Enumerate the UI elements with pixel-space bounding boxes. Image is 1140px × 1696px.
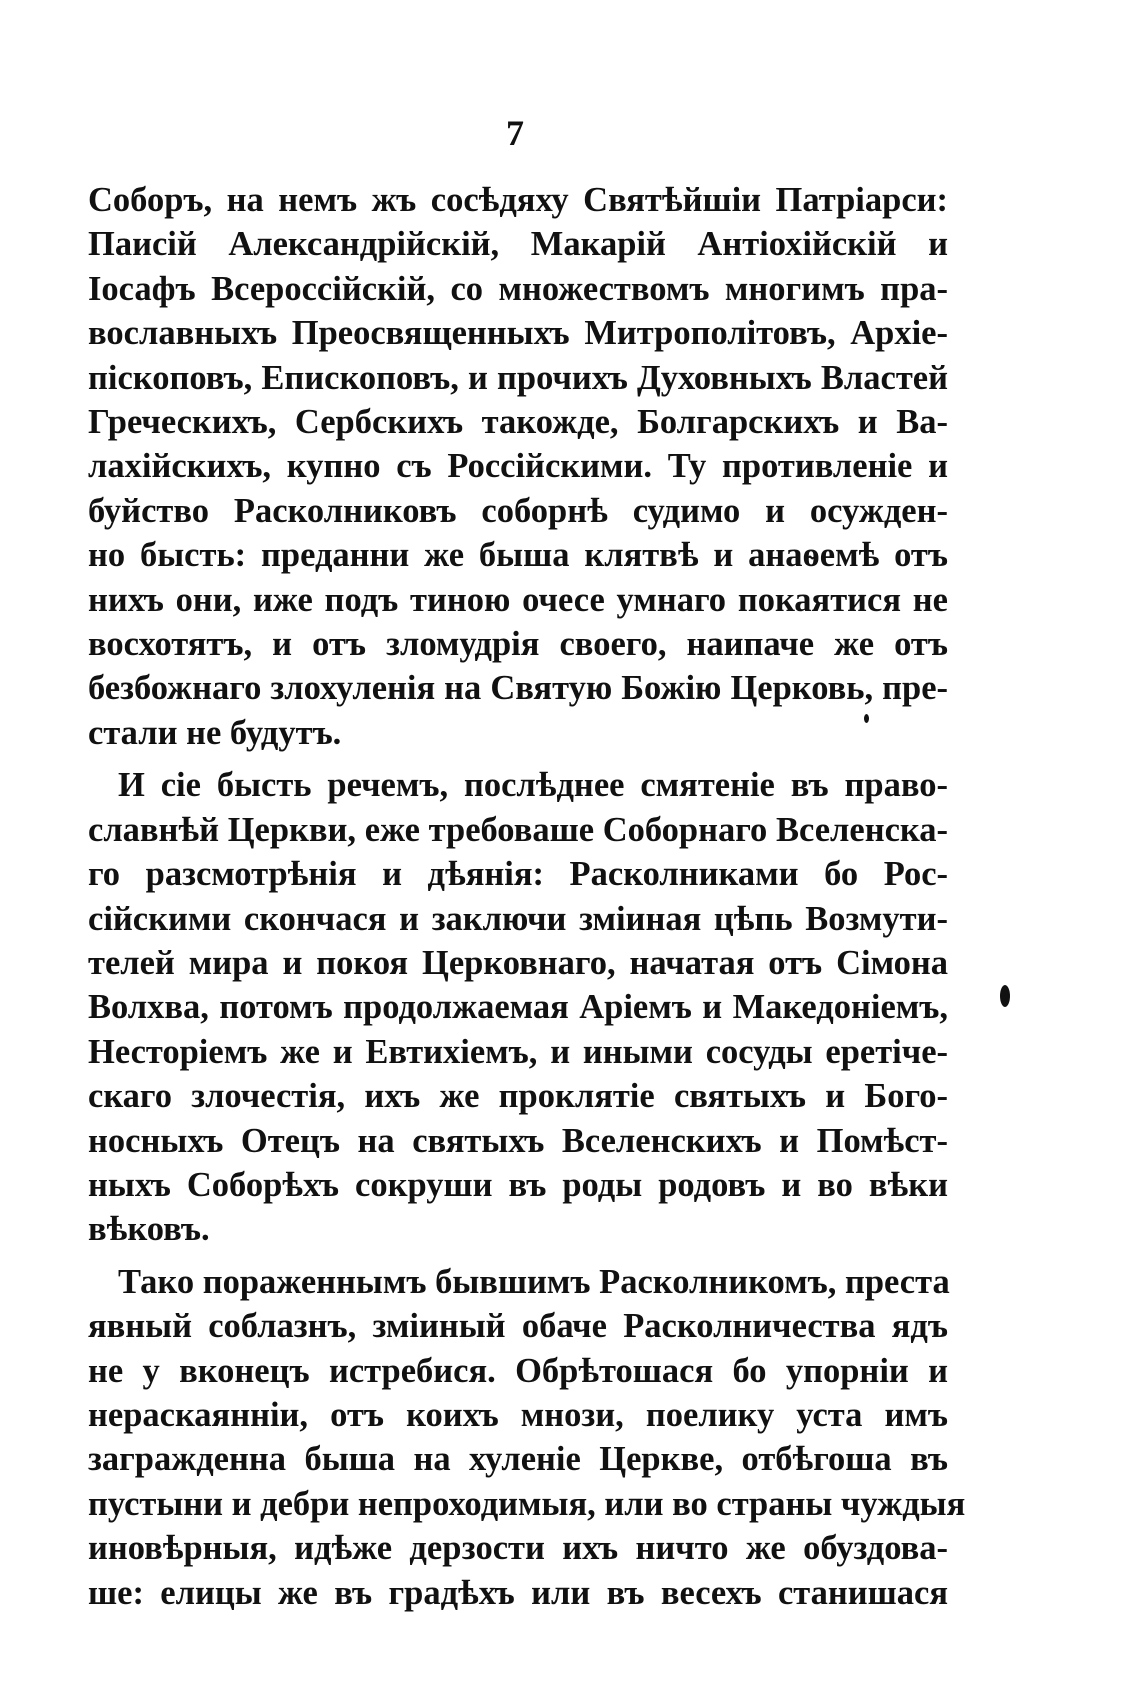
text-line: нихъ они, иже подъ тиною очесе умнаго покаятися не — [88, 580, 948, 619]
text-line: восхотятъ, и отъ зломудрія своего, наипаче же отъ — [88, 625, 948, 664]
text-line: пустыни и дебри непроходимыя, или во страны чуждыя — [88, 1484, 966, 1523]
text-line: не у вконецъ истребися. Обрѣтошася бо упорніи и — [88, 1351, 948, 1390]
text-line: стали не будутъ. — [88, 713, 342, 752]
text-line: Греческихъ, Сербскихъ такожде, Болгарскихъ и Ва- — [88, 403, 948, 442]
text-line: Соборъ, на немъ жъ сосѣдяху Святѣйшіи Патріарси: — [88, 181, 948, 219]
text-line: ше: елицы же въ градѣхъ или въ весехъ станишася — [88, 1573, 948, 1612]
text-line: Несторіемъ же и Евтихіемъ, и иными сосуды еретіче- — [88, 1032, 948, 1071]
paragraph-gap — [88, 755, 948, 763]
page-number: 7 — [506, 113, 524, 153]
body-text — [88, 178, 966, 1615]
text-line: загражденна быша на хуленіе Церкве, отбѣгоша въ — [88, 1440, 948, 1479]
ink-speck — [1000, 985, 1010, 1007]
text-line: Іосафъ Всероссійскій, со множествомъ многимъ пра- — [88, 269, 948, 308]
text-line: ныхъ Соборѣхъ сокруши въ роды родовъ и во вѣки — [88, 1165, 948, 1204]
text-line: скаго злочестія, ихъ же проклятіе святыхъ и Бого- — [88, 1077, 948, 1116]
text-line: піскоповъ, Епископовъ, и прочихъ Духовныхъ Властей — [88, 358, 948, 397]
text-line: вославныхъ Преосвященныхъ Митрополітовъ, Архіе- — [88, 314, 948, 353]
text-line: лахійскихъ, купно съ Россійскими. Ту противленіе и — [88, 447, 948, 486]
text-line: носныхъ Отецъ на святыхъ Вселенскихъ и Помѣст- — [88, 1121, 948, 1160]
text-line: сійскими скончася и заключи зміиная цѣпь Возмути- — [88, 899, 948, 938]
text-line: Паисій Александрійскій, Макарій Антіохійскій и — [88, 225, 948, 264]
paragraph-gap — [88, 1252, 948, 1260]
text-line: иновѣрныя, идѣже дерзости ихъ ничто же обуздова- — [88, 1529, 948, 1568]
text-line: Волхва, потомъ продолжаемая Аріемъ и Македоніемъ, — [88, 988, 948, 1027]
paragraph-2 — [88, 763, 948, 1251]
text-line: буйство Расколниковъ соборнѣ судимо и осужден- — [88, 491, 948, 530]
text-line: Тако пораженнымъ бывшимъ Расколникомъ, преста — [118, 1262, 950, 1301]
paragraph-3 — [88, 1260, 966, 1615]
text-line: телей мира и покоя Церковнаго, начатая отъ Сімона — [88, 943, 948, 982]
text-line: безбожнаго злохуленія на Святую Божію Церковь, пре- — [88, 669, 948, 708]
text-line: явный соблазнъ, зміиный обаче Расколничества ядъ — [88, 1307, 948, 1346]
paragraph-1 — [88, 178, 948, 755]
text-line: но бысть: преданни же быша клятвѣ и анаѳемѣ отъ — [88, 536, 948, 575]
text-line: го разсмотрѣнія и дѣянія: Расколниками бо Рос- — [88, 855, 948, 894]
text-line: нераскаяннiи, отъ коихъ мнози, поелику уста имъ — [88, 1395, 948, 1434]
ink-speck — [864, 714, 869, 723]
text-line: славнѣй Церкви, еже требоваше Соборнаго Вселенска- — [88, 810, 948, 849]
text-line: И сіе бысть речемъ, послѣднее смятеніе въ право- — [118, 766, 948, 805]
text-line: вѣковъ. — [88, 1210, 210, 1249]
